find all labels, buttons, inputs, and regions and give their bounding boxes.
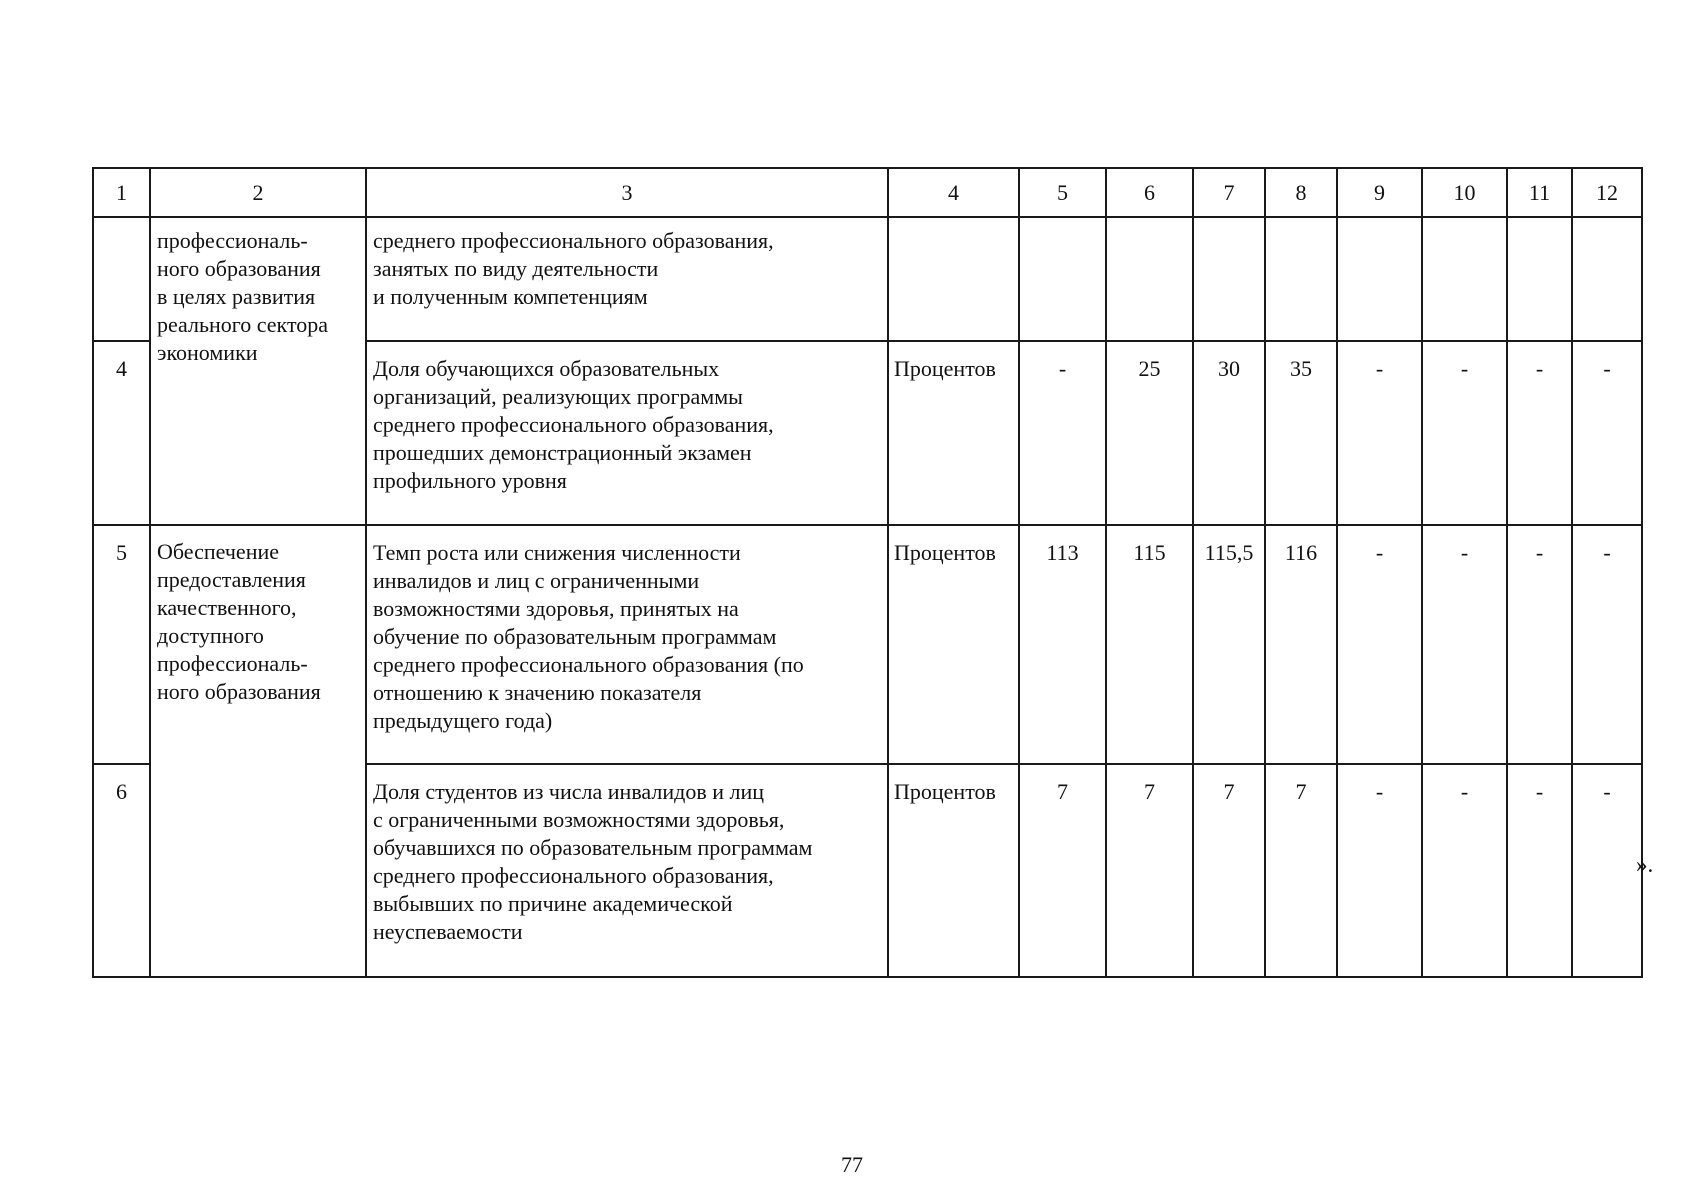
header-cell-10: 10	[1422, 168, 1507, 217]
header-cell-9: 9	[1337, 168, 1422, 217]
value-cell: 7	[1106, 764, 1193, 977]
value-cell: -	[1422, 764, 1507, 977]
indicator-text: среднего профессионального образования, занятых по виду деятельности и полученным компетенциям	[373, 228, 774, 309]
value-cell: 113	[1019, 525, 1106, 764]
indicator-text: Доля обучающихся образовательных организаций, реализующих программы среднего профессионального образования, прошедших демонстрационный экзамен профильного уровня	[373, 356, 774, 493]
value-cell	[1507, 217, 1572, 341]
header-cell-8: 8	[1265, 168, 1337, 217]
value-cell: -	[1507, 525, 1572, 764]
header-cell-11: 11	[1507, 168, 1572, 217]
goal-text: Обеспечение предоставления качественного, доступного профессиональ- ного образования	[157, 539, 321, 704]
value-cell: -	[1337, 525, 1422, 764]
table-row-continuation	[93, 217, 1642, 341]
goal-cell-accessible-education	[150, 525, 366, 977]
value-cell: 7	[1193, 764, 1265, 977]
goal-cell-vocational	[150, 217, 366, 525]
row-number-cell: 5	[93, 525, 150, 764]
value-cell: 7	[1265, 764, 1337, 977]
unit-cell	[888, 217, 1019, 341]
value-cell: 25	[1106, 341, 1193, 525]
indicator-cell	[366, 217, 888, 341]
value-cell: -	[1337, 764, 1422, 977]
value-cell: -	[1572, 341, 1642, 525]
value-cell: 30	[1193, 341, 1265, 525]
value-cell	[1019, 217, 1106, 341]
value-cell	[1572, 217, 1642, 341]
goal-text: профессиональ- ного образования в целях развития реального сектора экономики	[157, 228, 329, 365]
row-number-cell: 4	[93, 341, 150, 525]
value-cell: 7	[1019, 764, 1106, 977]
value-cell: 35	[1265, 341, 1337, 525]
value-cell: -	[1422, 341, 1507, 525]
header-cell-7: 7	[1193, 168, 1265, 217]
indicator-text: Темп роста или снижения численности инвалидов и лиц с ограниченными возможностями здоровья, принятых на обучение по образовательным программам среднего профессионального образования (по отношению к значению показателя предыдущего года)	[373, 540, 804, 733]
value-cell	[1422, 217, 1507, 341]
header-cell-1: 1	[93, 168, 150, 217]
closing-quote: ».	[1636, 852, 1654, 877]
table-row-5	[93, 525, 1642, 764]
indicator-cell	[366, 525, 888, 764]
value-cell: 115	[1106, 525, 1193, 764]
value-cell	[1106, 217, 1193, 341]
header-cell-12: 12	[1572, 168, 1642, 217]
value-cell: -	[1507, 341, 1572, 525]
value-cell: -	[1507, 764, 1572, 977]
value-cell: 116	[1265, 525, 1337, 764]
header-cell-6: 6	[1106, 168, 1193, 217]
value-cell: -	[1572, 525, 1642, 764]
indicator-cell	[366, 764, 888, 977]
value-cell	[1193, 217, 1265, 341]
indicator-text: Доля студентов из числа инвалидов и лиц с ограниченными возможностями здоровья, обучавшихся по образовательным программам среднего профессионального образования, выбывших по причине академической неуспеваемости	[373, 779, 813, 944]
header-cell-5: 5	[1019, 168, 1106, 217]
value-cell	[1265, 217, 1337, 341]
unit-cell: Процентов	[888, 525, 1019, 764]
header-row	[93, 168, 1642, 217]
header-cell-2: 2	[150, 168, 366, 217]
row-number-cell	[93, 217, 150, 341]
unit-cell: Процентов	[888, 341, 1019, 525]
value-cell: 115,5	[1193, 525, 1265, 764]
value-cell: -	[1422, 525, 1507, 764]
header-cell-3: 3	[366, 168, 888, 217]
value-cell: -	[1019, 341, 1106, 525]
unit-cell: Процентов	[888, 764, 1019, 977]
header-cell-4: 4	[888, 168, 1019, 217]
value-cell: -	[1337, 341, 1422, 525]
indicator-cell	[366, 341, 888, 525]
indicators-table	[92, 167, 1643, 978]
row-number-cell: 6	[93, 764, 150, 977]
value-cell: -	[1572, 764, 1642, 977]
value-cell	[1337, 217, 1422, 341]
page-number: 77	[841, 1152, 863, 1177]
